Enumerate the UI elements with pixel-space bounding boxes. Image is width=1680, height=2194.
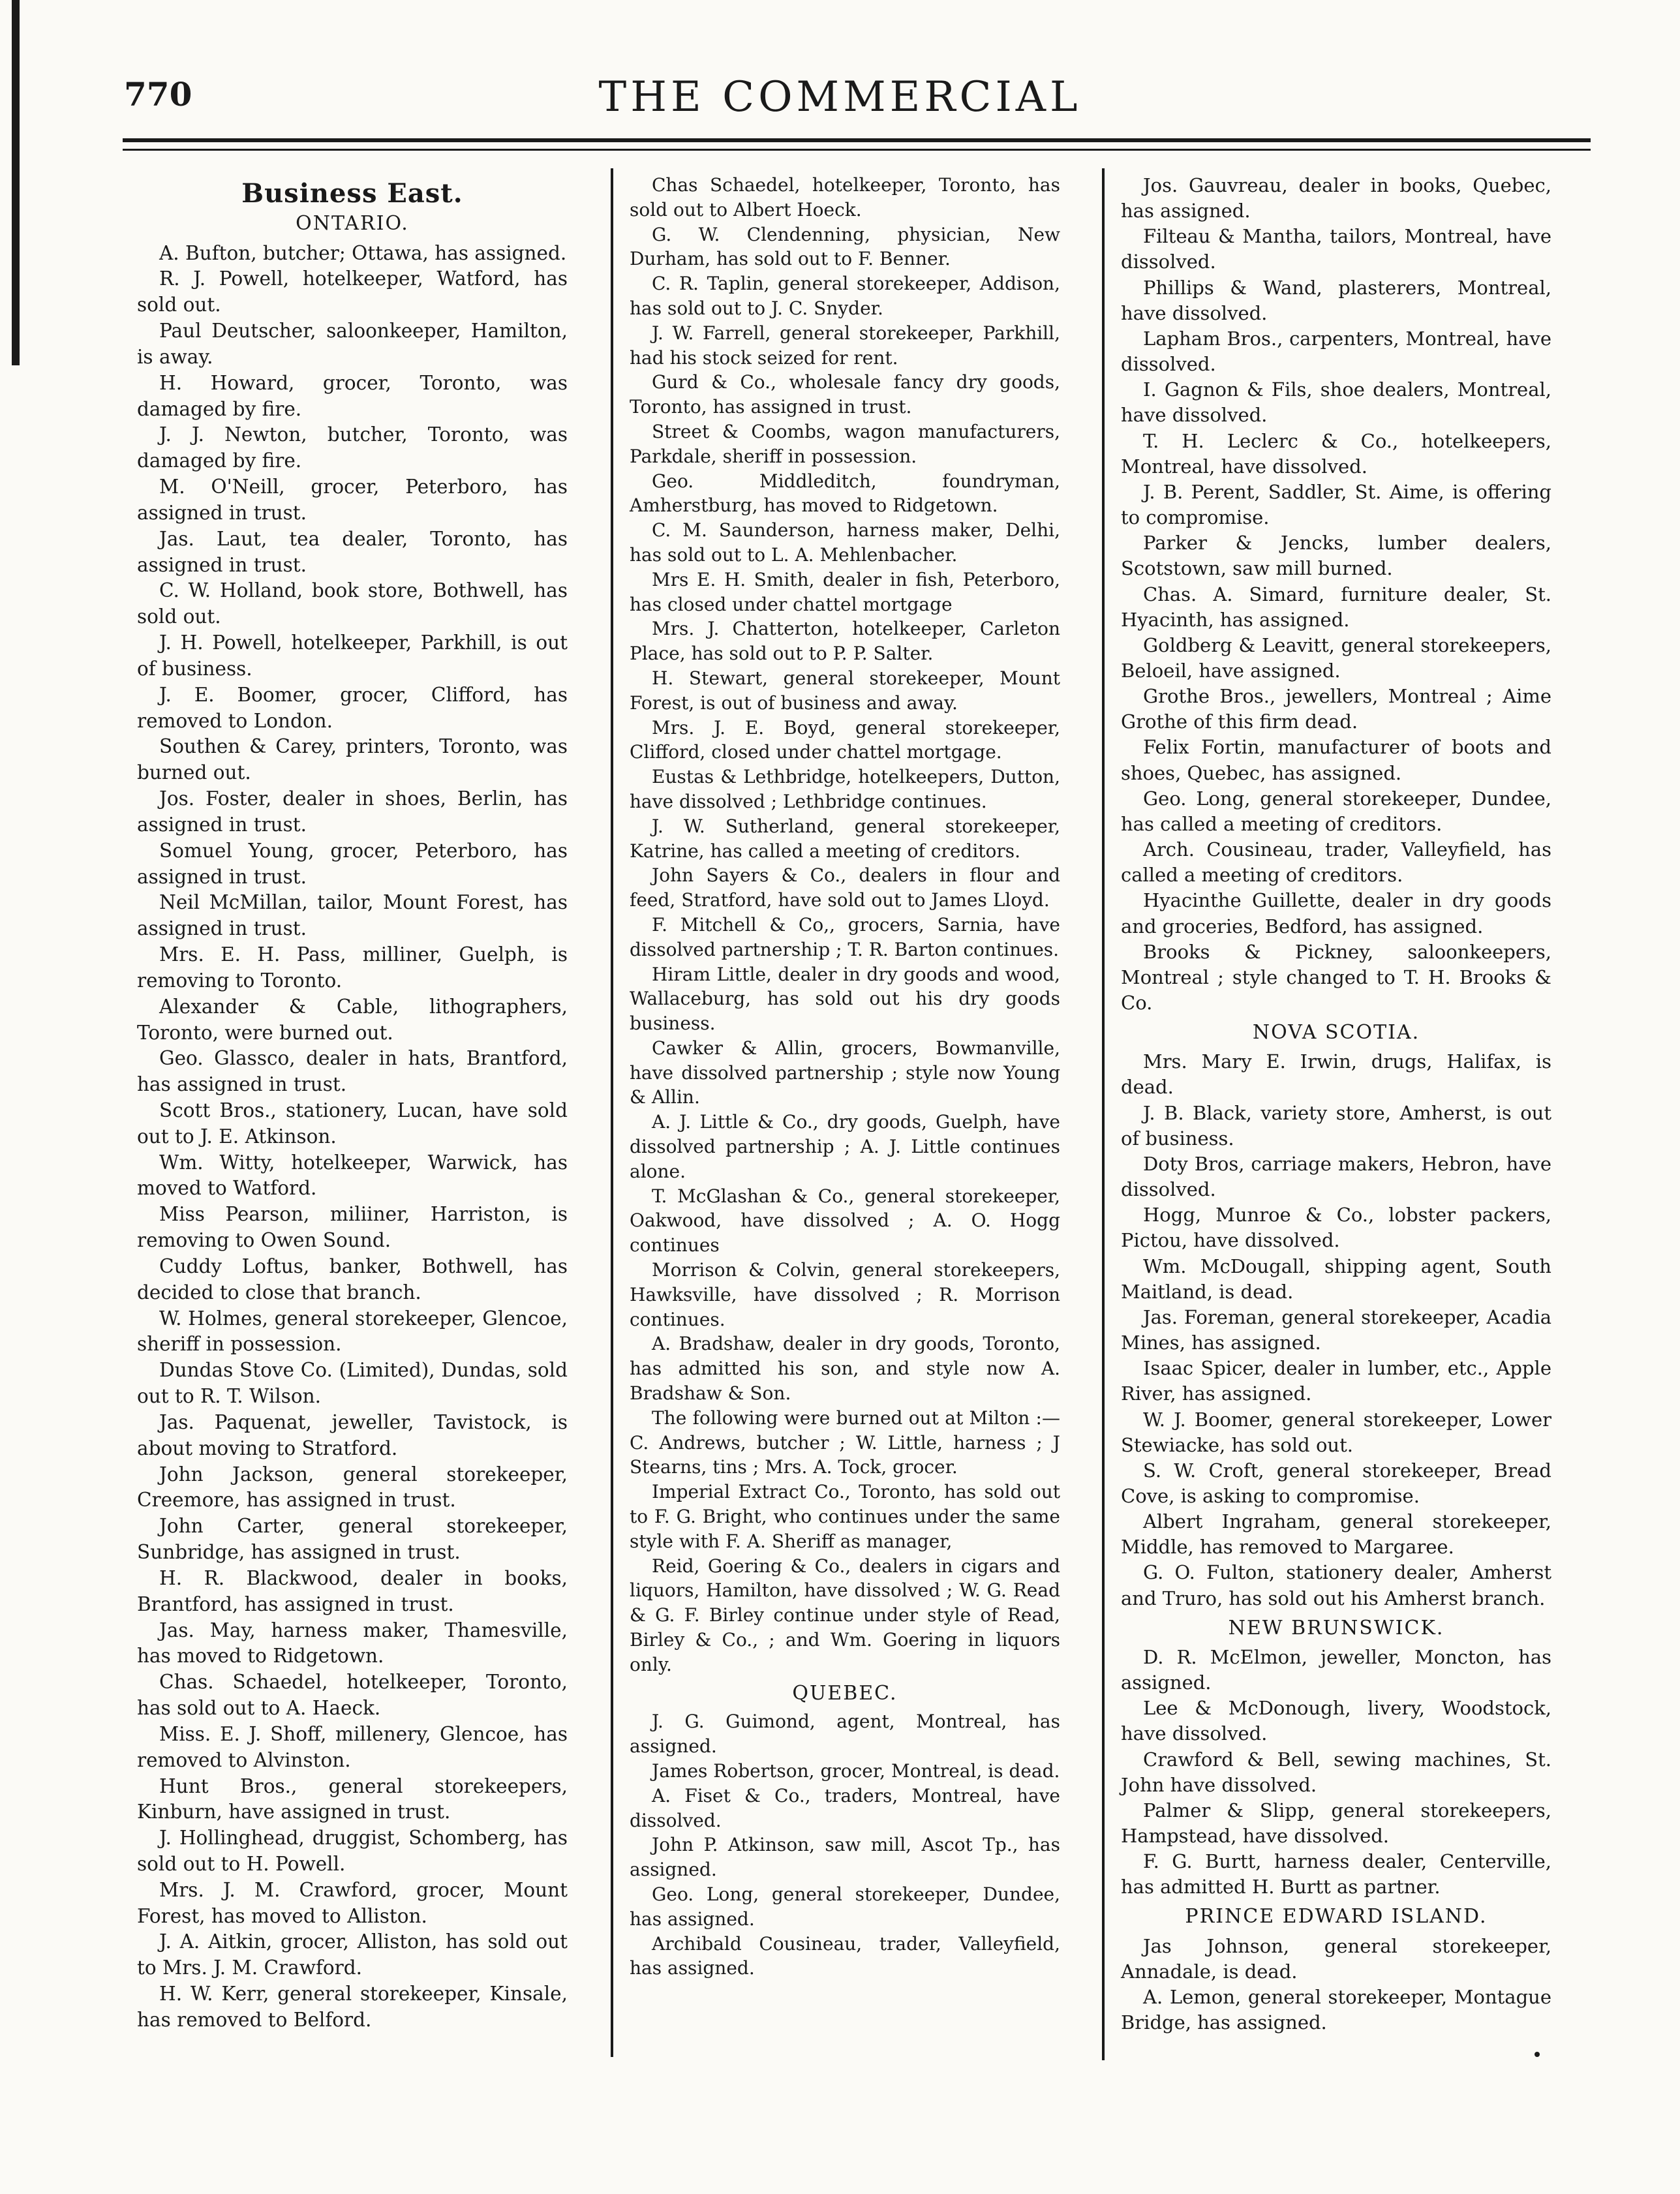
column-divider-1 [611, 168, 613, 2057]
notice-entry: J. W. Sutherland, general storekeeper, Katrine, has called a meeting of creditors. [630, 815, 1060, 862]
region-heading: NEW BRUNSWICK. [1228, 1616, 1444, 1639]
notice-entry: Mrs. J. M. Crawford, grocer, Mount Forest, has moved to Alliston. [137, 1878, 568, 1927]
notice-entry: D. R. McElmon, jeweller, Moncton, has assigned. [1121, 1645, 1551, 1694]
notice-entry: Reid, Goering & Co., dealers in cigars and liquors, Hamilton, have dissolved ; W. G. Read & G. F. Birley continue under style of Read, Birley & Co., ; and Wm. Goering in liquors only. [630, 1555, 1060, 1675]
stray-dot [1535, 2052, 1540, 2057]
notice-entry: C. W. Holland, book store, Bothwell, has sold out. [137, 579, 568, 628]
column-divider-2 [1102, 168, 1105, 2060]
notice-entry: A. J. Little & Co., dry goods, Guelph, have dissolved partnership ; A. J. Little continues alone. [630, 1111, 1060, 1182]
notice-entry: Wm. Witty, hotelkeeper, Warwick, has moved to Watford. [137, 1151, 568, 1200]
notice-entry: Dundas Stove Co. (Limited), Dundas, sold out to R. T. Wilson. [137, 1359, 568, 1408]
region-heading: QUEBEC. [792, 1681, 898, 1705]
notice-entry: Brooks & Pickney, saloonkeepers, Montreal ; style changed to T. H. Brooks & Co. [1121, 940, 1551, 1014]
notice-entry: Street & Coombs, wagon manufacturers, Parkdale, sheriff in possession. [630, 420, 1060, 467]
notice-entry: A. Fiset & Co., traders, Montreal, have dissolved. [630, 1784, 1060, 1831]
notice-entry: Hiram Little, dealer in dry goods and wood, Wallaceburg, has sold out his dry goods business. [630, 963, 1060, 1035]
notice-entry: Jos. Gauvreau, dealer in books, Quebec, has assigned. [1121, 174, 1551, 222]
notice-entry: Felix Fortin, manufacturer of boots and shoes, Quebec, has assigned. [1121, 736, 1551, 784]
notice-entry: Mrs E. H. Smith, dealer in fish, Peterboro, has closed under chattel mortgage [630, 568, 1060, 615]
notice-entry: Hyacinthe Guillette, dealer in dry goods and groceries, Bedford, has assigned. [1121, 889, 1551, 937]
notice-entry: Doty Bros, carriage makers, Hebron, have dissolved. [1121, 1152, 1551, 1201]
notice-entry: Chas. A. Simard, furniture dealer, St. Hyacinth, has assigned. [1121, 583, 1551, 631]
notice-entry: J. W. Farrell, general storekeeper, Parkhill, had his stock seized for rent. [630, 322, 1060, 369]
notice-entry: Miss. E. J. Shoff, millenery, Glencoe, has removed to Alvinston. [137, 1722, 568, 1771]
notice-entry: H. W. Kerr, general storekeeper, Kinsale, has removed to Belford. [137, 1983, 568, 2031]
notice-entry: J. B. Perent, Saddler, St. Aime, is offering to compromise. [1121, 480, 1551, 529]
notice-entry: Hunt Bros., general storekeepers, Kinburn, have assigned in trust. [137, 1775, 568, 1823]
notice-entry: Lapham Bros., carpenters, Montreal, have dissolved. [1121, 327, 1551, 376]
notice-entry: J. G. Guimond, agent, Montreal, has assigned. [630, 1711, 1060, 1758]
notice-entry: A. Bradshaw, dealer in dry goods, Toronto, has admitted his son, and style now A. Bradshaw & Son. [630, 1333, 1060, 1405]
notice-entry: Miss Pearson, miliiner, Harriston, is removing to Owen Sound. [137, 1203, 568, 1252]
notice-entry: Jas. Paquenat, jeweller, Tavistock, is about moving to Stratford. [137, 1410, 568, 1459]
notice-entry: J. Hollinghead, druggist, Schomberg, has sold out to H. Powell. [137, 1827, 568, 1875]
notice-entry: Albert Ingraham, general storekeeper, Middle, has removed to Margaree. [1121, 1510, 1551, 1559]
header-rule-thin [123, 149, 1591, 151]
notice-entry: Palmer & Slipp, general storekeepers, Hampstead, have dissolved. [1121, 1799, 1551, 1847]
notice-entry: T. H. Leclerc & Co., hotelkeepers, Montreal, have dissolved. [1121, 429, 1551, 478]
notice-entry: W. Holmes, general storekeeper, Glencoe, sheriff in possession. [137, 1307, 568, 1356]
page-number: 770 [124, 75, 192, 114]
notice-entry: A. Lemon, general storekeeper, Montague Bridge, has assigned. [1121, 1985, 1551, 2034]
region-heading: PRINCE EDWARD ISLAND. [1185, 1905, 1488, 1928]
notice-entry: Paul Deutscher, saloonkeeper, Hamilton, is away. [137, 320, 568, 368]
notice-entry: F. G. Burtt, harness dealer, Centerville, has admitted H. Burtt as partner. [1121, 1850, 1551, 1898]
notice-entry: T. McGlashan & Co., general storekeeper, Oakwood, have dissolved ; A. O. Hogg continues [630, 1185, 1060, 1257]
notice-entry: Geo. Glassco, dealer in hats, Brantford, has assigned in trust. [137, 1047, 568, 1096]
notice-entry: Parker & Jencks, lumber dealers, Scotstown, saw mill burned. [1121, 532, 1551, 580]
notice-entry: H. Stewart, general storekeeper, Mount Forest, is out of business and away. [630, 667, 1060, 714]
notice-entry: Mrs. J. Chatterton, hotelkeeper, Carleton Place, has sold out to P. P. Salter. [630, 618, 1060, 665]
notice-entry: Mrs. Mary E. Irwin, drugs, Halifax, is dead. [1121, 1050, 1551, 1099]
notice-entry: John P. Atkinson, saw mill, Ascot Tp., has assigned. [630, 1834, 1060, 1881]
notice-entry: Jos. Foster, dealer in shoes, Berlin, has assigned in trust. [137, 787, 568, 836]
notice-entry: W. J. Boomer, general storekeeper, Lower Stewiacke, has sold out. [1121, 1408, 1551, 1456]
notice-entry: C. R. Taplin, general storekeeper, Addison, has sold out to J. C. Snyder. [630, 273, 1060, 319]
notice-entry: J. H. Powell, hotelkeeper, Parkhill, is out of business. [137, 632, 568, 680]
notice-entry: Wm. McDougall, shipping agent, South Maitland, is dead. [1121, 1255, 1551, 1303]
region-heading: ONTARIO. [296, 211, 409, 235]
header-rule-thick [123, 138, 1591, 142]
notice-entry: G. O. Fulton, stationery dealer, Amherst and Truro, has sold out his Amherst branch. [1121, 1561, 1551, 1609]
notice-entry: J. J. Newton, butcher, Toronto, was damaged by fire. [137, 423, 568, 472]
notice-entry: Filteau & Mantha, tailors, Montreal, have dissolved. [1121, 225, 1551, 273]
notice-entry: Jas. Laut, tea dealer, Toronto, has assigned in trust. [137, 527, 568, 576]
notice-entry: Morrison & Colvin, general storekeepers, Hawksville, have dissolved ; R. Morrison continues. [630, 1259, 1060, 1330]
notice-entry: J. E. Boomer, grocer, Clifford, has removed to London. [137, 683, 568, 732]
column-3 [1121, 173, 1551, 2035]
notice-entry: Geo. Middleditch, foundryman, Amherstburg, has moved to Ridgetown. [630, 470, 1060, 517]
notice-entry: Grothe Bros., jewellers, Montreal ; Aime Grothe of this firm dead. [1121, 685, 1551, 733]
notice-entry: Jas. Foreman, general storekeeper, Acadia Mines, has assigned. [1121, 1305, 1551, 1354]
masthead-title: THE COMMERCIAL [598, 73, 1082, 121]
notice-entry: Geo. Long, general storekeeper, Dundee, has called a meeting of creditors. [1121, 787, 1551, 835]
notice-entry: Southen & Carey, printers, Toronto, was burned out. [137, 735, 568, 784]
region-heading: NOVA SCOTIA. [1252, 1021, 1420, 1044]
notice-entry: James Robertson, grocer, Montreal, is dead. [652, 1760, 1060, 1782]
scan-edge-mark [12, 0, 20, 365]
column-1 [137, 173, 568, 2034]
notice-entry: Geo. Long, general storekeeper, Dundee, has assigned. [630, 1883, 1060, 1930]
notice-entry: Neil McMillan, tailor, Mount Forest, has assigned in trust. [137, 891, 568, 940]
notice-entry: Chas. Schaedel, hotelkeeper, Toronto, has sold out to A. Haeck. [137, 1671, 568, 1720]
section-heading: Business East. [241, 178, 463, 209]
notice-entry: S. W. Croft, general storekeeper, Bread Cove, is asking to compromise. [1121, 1459, 1551, 1507]
notice-entry: H. Howard, grocer, Toronto, was damaged by fire. [137, 371, 568, 420]
notice-entry: Cuddy Loftus, banker, Bothwell, has decided to close that branch. [137, 1255, 568, 1303]
notice-entry: Crawford & Bell, sewing machines, St. John have dissolved. [1121, 1748, 1551, 1796]
notice-entry: I. Gagnon & Fils, shoe dealers, Montreal, have dissolved. [1121, 378, 1551, 427]
notice-entry: Hogg, Munroe & Co., lobster packers, Pictou, have dissolved. [1121, 1204, 1551, 1252]
notice-entry: The following were burned out at Milton :— C. Andrews, butcher ; W. Little, harness ; J Stearns, tins ; Mrs. A. Tock, grocer. [630, 1407, 1060, 1478]
notice-entry: John Carter, general storekeeper, Sunbridge, has assigned in trust. [137, 1515, 568, 1564]
notice-entry: M. O'Neill, grocer, Peterboro, has assigned in trust. [137, 476, 568, 524]
notice-entry: Alexander & Cable, lithographers, Toronto, were burned out. [137, 995, 568, 1044]
notice-entry: Arch. Cousineau, trader, Valleyfield, has called a meeting of creditors. [1121, 838, 1551, 887]
notice-entry: Scott Bros., stationery, Lucan, have sold out to J. E. Atkinson. [137, 1099, 568, 1148]
notice-entry: R. J. Powell, hotelkeeper, Watford, has sold out. [137, 267, 568, 316]
notice-entry: J. B. Black, variety store, Amherst, is out of business. [1121, 1101, 1551, 1150]
notice-entry: Imperial Extract Co., Toronto, has sold out to F. G. Bright, who continues under the same style with F. A. Sheriff as manager, [630, 1481, 1060, 1552]
notice-entry: Cawker & Allin, grocers, Bowmanville, have dissolved partnership ; style now Young & Allin. [630, 1037, 1060, 1108]
notice-entry: Mrs. E. H. Pass, milliner, Guelph, is removing to Toronto. [137, 943, 568, 992]
column-2 [630, 173, 1060, 1981]
notice-entry: H. R. Blackwood, dealer in books, Brantford, has assigned in trust. [137, 1566, 568, 1615]
notice-entry: A. Bufton, butcher; Ottawa, has assigned. [159, 241, 567, 264]
notice-entry: Phillips & Wand, plasterers, Montreal, have dissolved. [1121, 276, 1551, 324]
notice-entry: John Sayers & Co., dealers in flour and feed, Stratford, have sold out to James Lloyd. [630, 864, 1060, 911]
notice-entry: Jas Johnson, general storekeeper, Annadale, is dead. [1121, 1934, 1551, 1983]
notice-entry: Somuel Young, grocer, Peterboro, has assigned in trust. [137, 839, 568, 888]
notice-entry: J. A. Aitkin, grocer, Alliston, has sold out to Mrs. J. M. Crawford. [137, 1930, 568, 1979]
notice-entry: Chas Schaedel, hotelkeeper, Toronto, has sold out to Albert Hoeck. [630, 174, 1060, 221]
notice-entry: G. W. Clendenning, physician, New Durham, has sold out to F. Benner. [630, 223, 1060, 270]
notice-entry: Isaac Spicer, dealer in lumber, etc., Apple River, has assigned. [1121, 1357, 1551, 1405]
notice-entry: John Jackson, general storekeeper, Creemore, has assigned in trust. [137, 1463, 568, 1512]
notice-entry: Gurd & Co., wholesale fancy dry goods, Toronto, has assigned in trust. [630, 371, 1060, 418]
notice-entry: F. Mitchell & Co,, grocers, Sarnia, have dissolved partnership ; T. R. Barton continues. [630, 913, 1060, 960]
notice-entry: Eustas & Lethbridge, hotelkeepers, Dutton, have dissolved ; Lethbridge continues. [630, 766, 1060, 812]
notice-entry: C. M. Saunderson, harness maker, Delhi, has sold out to L. A. Mehlenbacher. [630, 519, 1060, 566]
notice-entry: Archibald Cousineau, trader, Valleyfield, has assigned. [630, 1932, 1060, 1979]
notice-entry: Goldberg & Leavitt, general storekeepers, Beloeil, have assigned. [1121, 633, 1551, 682]
notice-entry: Jas. May, harness maker, Thamesville, has moved to Ridgetown. [137, 1619, 568, 1668]
notice-entry: Lee & McDonough, livery, Woodstock, have dissolved. [1121, 1697, 1551, 1745]
notice-entry: Mrs. J. E. Boyd, general storekeeper, Clifford, closed under chattel mortgage. [630, 716, 1060, 763]
